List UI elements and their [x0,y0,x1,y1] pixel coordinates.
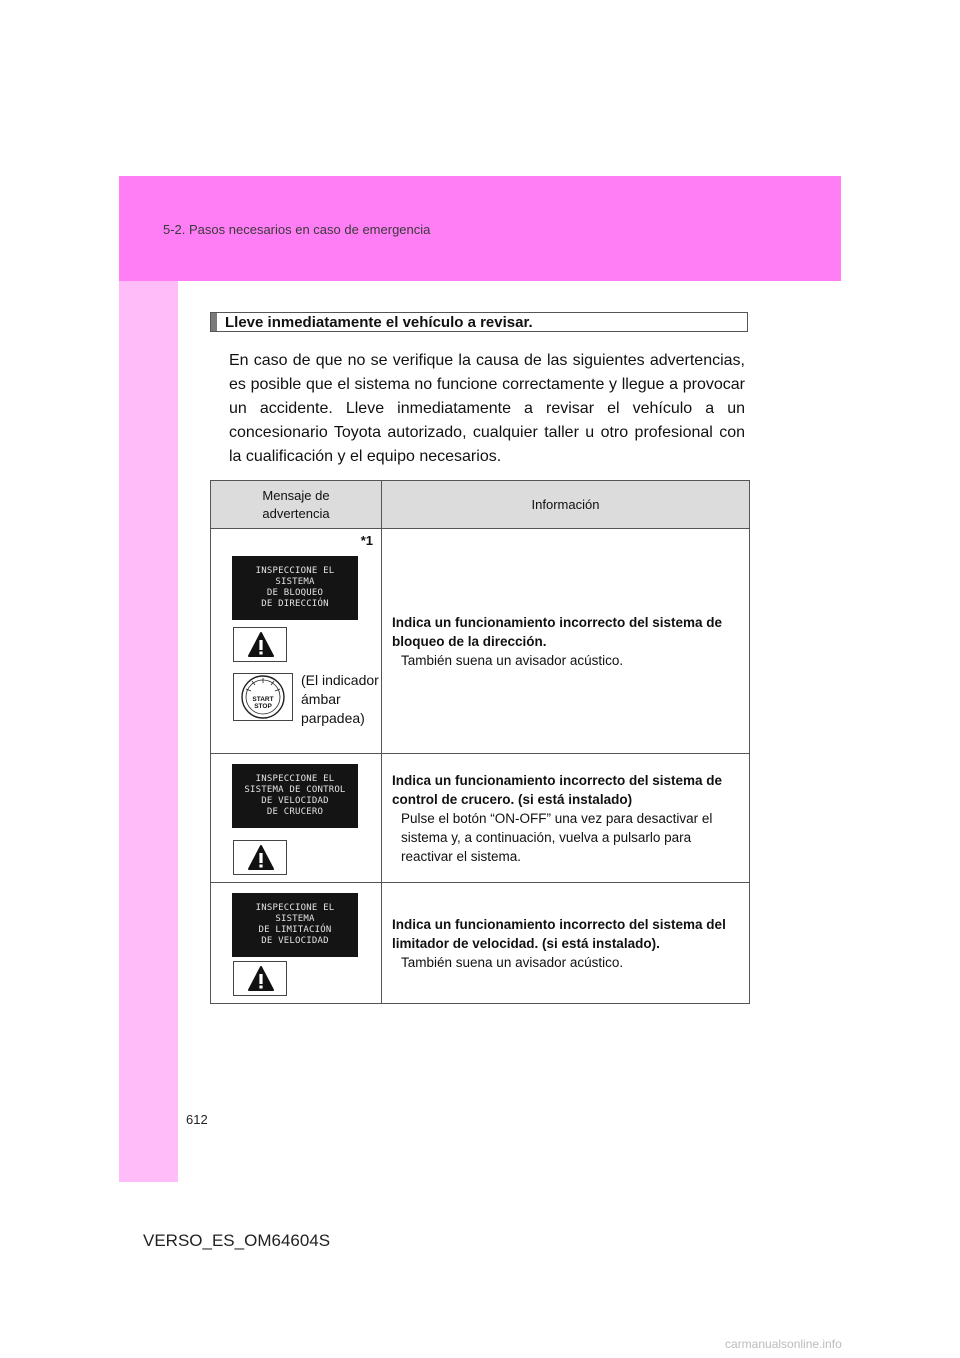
warning-triangle-icon [233,840,287,875]
intro-paragraph: En caso de que no se verifique la causa de las siguientes advertencias, es posible que el sistema no funcione correctamente y llegue a provocar un accidente. Lleve inmediatamente a revisar el vehículo a un concesionario Toyota autorizado, cualquier taller u otro profesional con la cualificación y el equipo necesarios. [229,352,745,465]
reference-mark: *1 [360,533,373,548]
screen-line: SISTEMA [275,914,315,924]
screen-line: DE VELOCIDAD [261,936,329,946]
section-heading [210,312,748,332]
info-note: Pulse el botón “ON-OFF” una vez para desactivar el sistema y, a continuación, vuelva a pulsarlo para reactivar el sistema. [401,810,713,864]
table-row [211,883,750,1004]
screen-line: DE BLOQUEO [266,588,324,598]
page-number: 612 [186,1112,208,1127]
info-cell [382,529,750,754]
section-label: 5-2. Pasos necesarios en caso de emergencia [163,222,431,237]
indicator-note: (El indicador ámbar parpadea) [301,672,379,726]
header-info: Información [382,481,750,529]
screen-line: INSPECCIONE EL [255,903,335,913]
screen-line: INSPECCIONE EL [255,566,335,576]
message-cell [211,754,382,883]
screen-line: INSPECCIONE EL [255,774,335,784]
start-stop-button-icon [233,673,293,721]
table-row [211,754,750,883]
screen-line: DE DIRECCIÓN [261,599,329,609]
message-cell [211,883,382,1004]
heading-text: Lleve inmediatamente el vehículo a revisar. [225,314,533,331]
info-cell [382,754,750,883]
screen-line: DE VELOCIDAD [261,796,329,806]
display-message-screen [232,893,358,957]
stop-label: STOP [254,703,272,710]
start-label: START [252,696,274,703]
watermark: carmanualsonline.info [725,1337,842,1351]
table-header-row [211,481,750,529]
header-message: Mensaje de advertencia [211,481,382,529]
table-row [211,529,750,754]
info-note: También suena un avisador acústico. [401,954,624,970]
warning-triangle-icon [233,961,287,996]
info-title: Indica un funcionamiento incorrecto del sistema de control de crucero. (si está instalado) [392,772,723,807]
warning-triangle-icon [233,627,287,662]
document-code: VERSO_ES_OM64604S [143,1231,331,1250]
info-cell [382,883,750,1004]
display-message-screen [232,556,358,620]
warning-table [210,480,750,1004]
info-title: Indica un funcionamiento incorrecto del sistema del limitador de velocidad. (si está instalado). [392,916,726,951]
left-margin-band [119,281,178,1182]
screen-line: DE CRUCERO [266,807,324,817]
screen-line: SISTEMA [275,577,315,587]
screen-line: DE LIMITACIÓN [258,925,332,935]
display-message-screen [232,764,358,828]
message-cell [211,529,382,754]
info-title: Indica un funcionamiento incorrecto del sistema de bloqueo de la dirección. [392,614,723,649]
info-note: También suena un avisador acústico. [401,652,624,668]
heading-marker [211,313,217,331]
screen-line: SISTEMA DE CONTROL [244,785,346,795]
